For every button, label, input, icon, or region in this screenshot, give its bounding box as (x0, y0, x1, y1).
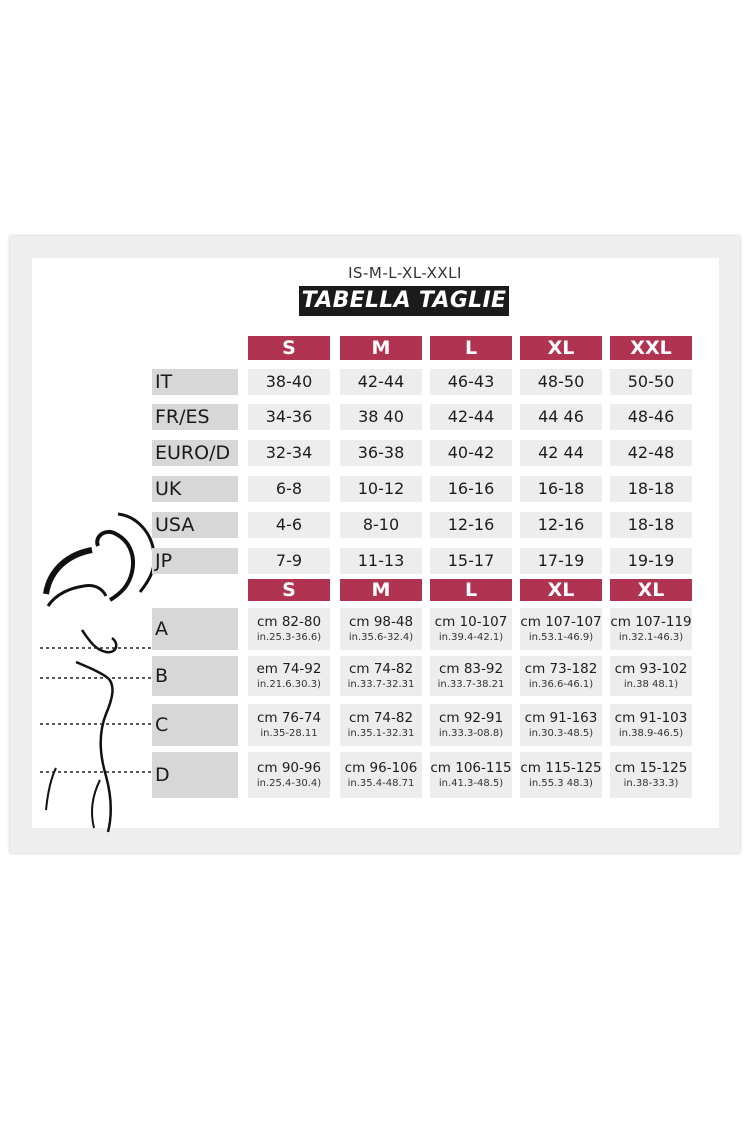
measure-cm: cm 91-103 (614, 709, 688, 726)
measure-cm: cm 74-82 (348, 660, 414, 677)
measure-label-b: B (152, 656, 238, 696)
size-cell: 7-9 (248, 548, 330, 574)
size-cell: 12-16 (520, 512, 602, 538)
size-cell: 11-13 (340, 548, 422, 574)
size-header-xxl: XXL (610, 336, 692, 360)
size-cell: 38 40 (340, 404, 422, 430)
measure-cell (610, 656, 692, 696)
size-cell: 44 46 (520, 404, 602, 430)
size-cell: 10-12 (340, 476, 422, 502)
size-cell: 12-16 (430, 512, 512, 538)
size-cell: 18-18 (610, 476, 692, 502)
measure-cell (340, 656, 422, 696)
measure-cm: cm 15-125 (614, 759, 688, 776)
row-label-jp: JP (152, 548, 238, 574)
size-cell: 42-44 (430, 404, 512, 430)
size-header-s: S (248, 336, 330, 360)
row-label-euro-d: EURO/D (152, 440, 238, 466)
measure-cell (248, 656, 330, 696)
measure-header-m: M (340, 579, 422, 601)
measure-inch: in.21.6.30.3) (257, 678, 321, 690)
size-cell: 48-46 (610, 404, 692, 430)
size-cell: 40-42 (430, 440, 512, 466)
size-cell: 4-6 (248, 512, 330, 538)
measure-cm: cm 98-48 (348, 613, 414, 630)
measure-cell (520, 752, 602, 798)
measure-cell (248, 704, 330, 746)
size-cell: 8-10 (340, 512, 422, 538)
row-label-uk: UK (152, 476, 238, 502)
size-cell: 36-38 (340, 440, 422, 466)
measure-cm: em 74-92 (256, 660, 322, 677)
measure-cm: cm 73-182 (524, 660, 598, 677)
measure-header-xl: XL (520, 579, 602, 601)
measure-inch: in.35.4-48.71 (347, 777, 415, 789)
measure-inch: in.36.6-46.1) (528, 678, 594, 690)
measure-cm: cm 92-91 (438, 709, 504, 726)
measure-cell (430, 608, 512, 650)
measure-inch: in.33.3-08.8) (438, 727, 504, 739)
size-header-xl: XL (520, 336, 602, 360)
measure-cell (340, 608, 422, 650)
measure-cm: cm 107-107 (520, 613, 602, 630)
measure-cm: cm 107-119 (610, 613, 692, 630)
measure-cell (430, 752, 512, 798)
measure-cm: cm 76-74 (256, 709, 322, 726)
size-cell: 42-44 (340, 369, 422, 395)
size-cell: 15-17 (430, 548, 512, 574)
row-label-usa: USA (152, 512, 238, 538)
size-header-m: M (340, 336, 422, 360)
measure-cm: cm 115-125 (520, 759, 602, 776)
size-cell: 46-43 (430, 369, 512, 395)
measure-cell (610, 752, 692, 798)
measure-label-c: C (152, 704, 238, 746)
measure-cm: cm 90-96 (256, 759, 322, 776)
measure-cm: cm 96-106 (344, 759, 418, 776)
measure-cell (340, 752, 422, 798)
measure-cm: cm 91-163 (524, 709, 598, 726)
measure-inch: in.53.1-46.9) (528, 631, 594, 643)
measure-inch: in.38 48.1) (623, 678, 679, 690)
measure-header-xl: XL (610, 579, 692, 601)
measure-cm: cm 106-115 (430, 759, 512, 776)
measure-inch: in.33.7-32.31 (347, 678, 415, 690)
measure-cell (610, 608, 692, 650)
measure-inch: in.35-28.11 (260, 727, 318, 739)
measure-inch: in.35.1-32.31 (347, 727, 415, 739)
measure-inch: in.39.4-42.1) (438, 631, 504, 643)
measure-cell (340, 704, 422, 746)
measure-cell (430, 656, 512, 696)
measure-label-d: D (152, 752, 238, 798)
size-cell: 38-40 (248, 369, 330, 395)
row-label-fr-es: FR/ES (152, 404, 238, 430)
size-range-subtitle: IS-M-L-XL-XXLI (348, 264, 462, 282)
measure-inch: in.41.3-48.5) (438, 777, 504, 789)
measure-label-a: A (152, 608, 238, 650)
row-label-it: IT (152, 369, 238, 395)
measure-cell (248, 608, 330, 650)
size-cell: 48-50 (520, 369, 602, 395)
size-cell: 50-50 (610, 369, 692, 395)
measure-inch: in.38-33.3) (623, 777, 679, 789)
woman-body-outline-icon (36, 510, 166, 835)
size-cell: 32-34 (248, 440, 330, 466)
measure-cm: cm 82-80 (256, 613, 322, 630)
size-cell: 17-19 (520, 548, 602, 574)
measure-inch: in.25.3-36.6) (256, 631, 322, 643)
measure-inch: in.33.7-38.21 (437, 678, 505, 690)
measure-inch: in.32.1-46.3) (618, 631, 684, 643)
measure-inch: in.25.4-30.4) (256, 777, 322, 789)
measure-cm: cm 83-92 (438, 660, 504, 677)
measure-cm: cm 74-82 (348, 709, 414, 726)
measure-header-s: S (248, 579, 330, 601)
measure-cell (520, 704, 602, 746)
size-cell: 18-18 (610, 512, 692, 538)
chart-title: TABELLA TAGLIE (299, 286, 509, 316)
size-cell: 16-18 (520, 476, 602, 502)
measure-cell (248, 752, 330, 798)
measure-cell (520, 608, 602, 650)
measure-cell (610, 704, 692, 746)
size-cell: 6-8 (248, 476, 330, 502)
size-cell: 34-36 (248, 404, 330, 430)
measure-cell (430, 704, 512, 746)
size-header-l: L (430, 336, 512, 360)
measure-inch: in.55.3 48.3) (529, 777, 593, 789)
measure-cm: cm 93-102 (614, 660, 688, 677)
size-cell: 16-16 (430, 476, 512, 502)
measure-inch: in.30.3-48.5) (528, 727, 594, 739)
measure-inch: in.38.9-46.5) (618, 727, 684, 739)
measure-inch: in.35.6-32.4) (348, 631, 414, 643)
measure-cm: cm 10-107 (434, 613, 508, 630)
measure-cell (520, 656, 602, 696)
size-cell: 42-48 (610, 440, 692, 466)
size-cell: 19-19 (610, 548, 692, 574)
measure-header-l: L (430, 579, 512, 601)
size-cell: 42 44 (520, 440, 602, 466)
